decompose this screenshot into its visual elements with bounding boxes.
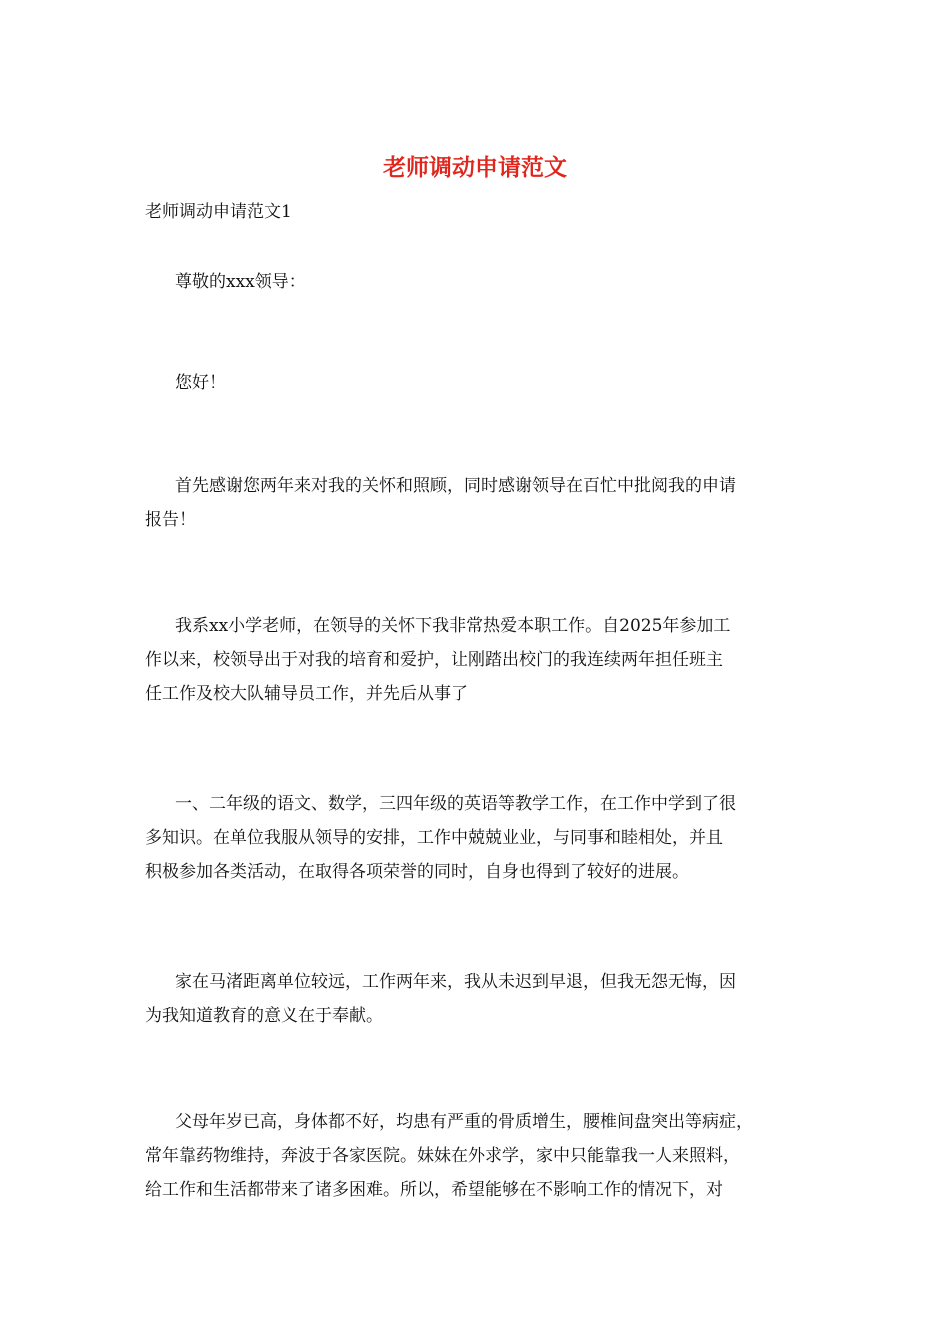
paragraph-commute xyxy=(145,965,815,1033)
paragraph-line: 任工作及校大队辅导员工作，并先后从事了 xyxy=(145,684,468,704)
paragraph-line: 给工作和生活都带来了诸多困难。所以，希望能够在不影响工作的情况下，对 xyxy=(145,1180,723,1200)
paragraph-salutation xyxy=(145,265,815,299)
paragraph-line: 我系xx小学老师，在领导的关怀下我非常热爱本职工作。自2025年参加工 xyxy=(175,616,731,636)
paragraph-teaching xyxy=(145,787,815,889)
document-subtitle: 老师调动申请范文1 xyxy=(145,202,292,222)
paragraph-thanks xyxy=(145,469,815,537)
paragraph-line: 作以来，校领导出于对我的培育和爱护，让刚踏出校门的我连续两年担任班主 xyxy=(145,650,723,670)
paragraph-introduction xyxy=(145,609,815,711)
paragraph-line: 多知识。在单位我服从领导的安排，工作中兢兢业业，与同事和睦相处，并且 xyxy=(145,828,723,848)
paragraph-line: 积极参加各类活动，在取得各项荣誉的同时，自身也得到了较好的进展。 xyxy=(145,862,689,882)
paragraph-family xyxy=(145,1105,815,1207)
paragraph-line: 首先感谢您两年来对我的关怀和照顾，同时感谢领导在百忙中批阅我的申请 xyxy=(175,476,736,496)
paragraph-greeting xyxy=(145,366,815,400)
paragraph-line: 一、二年级的语文、数学，三四年级的英语等教学工作，在工作中学到了很 xyxy=(175,794,736,814)
paragraph-line: 为我知道教育的意义在于奉献。 xyxy=(145,1006,383,1026)
paragraph-line: 您好！ xyxy=(175,373,226,393)
paragraph-line: 报告！ xyxy=(145,510,196,530)
document-title: 老师调动申请范文 xyxy=(383,154,567,181)
paragraph-line: 家在马渚距离单位较远，工作两年来，我从未迟到早退，但我无怨无悔，因 xyxy=(175,972,736,992)
paragraph-line: 父母年岁已高，身体都不好，均患有严重的骨质增生，腰椎间盘突出等病症， xyxy=(175,1112,753,1132)
paragraph-line: 尊敬的xxx领导： xyxy=(175,272,306,292)
paragraph-line: 常年靠药物维持，奔波于各家医院。妹妹在外求学，家中只能靠我一人来照料， xyxy=(145,1146,740,1166)
